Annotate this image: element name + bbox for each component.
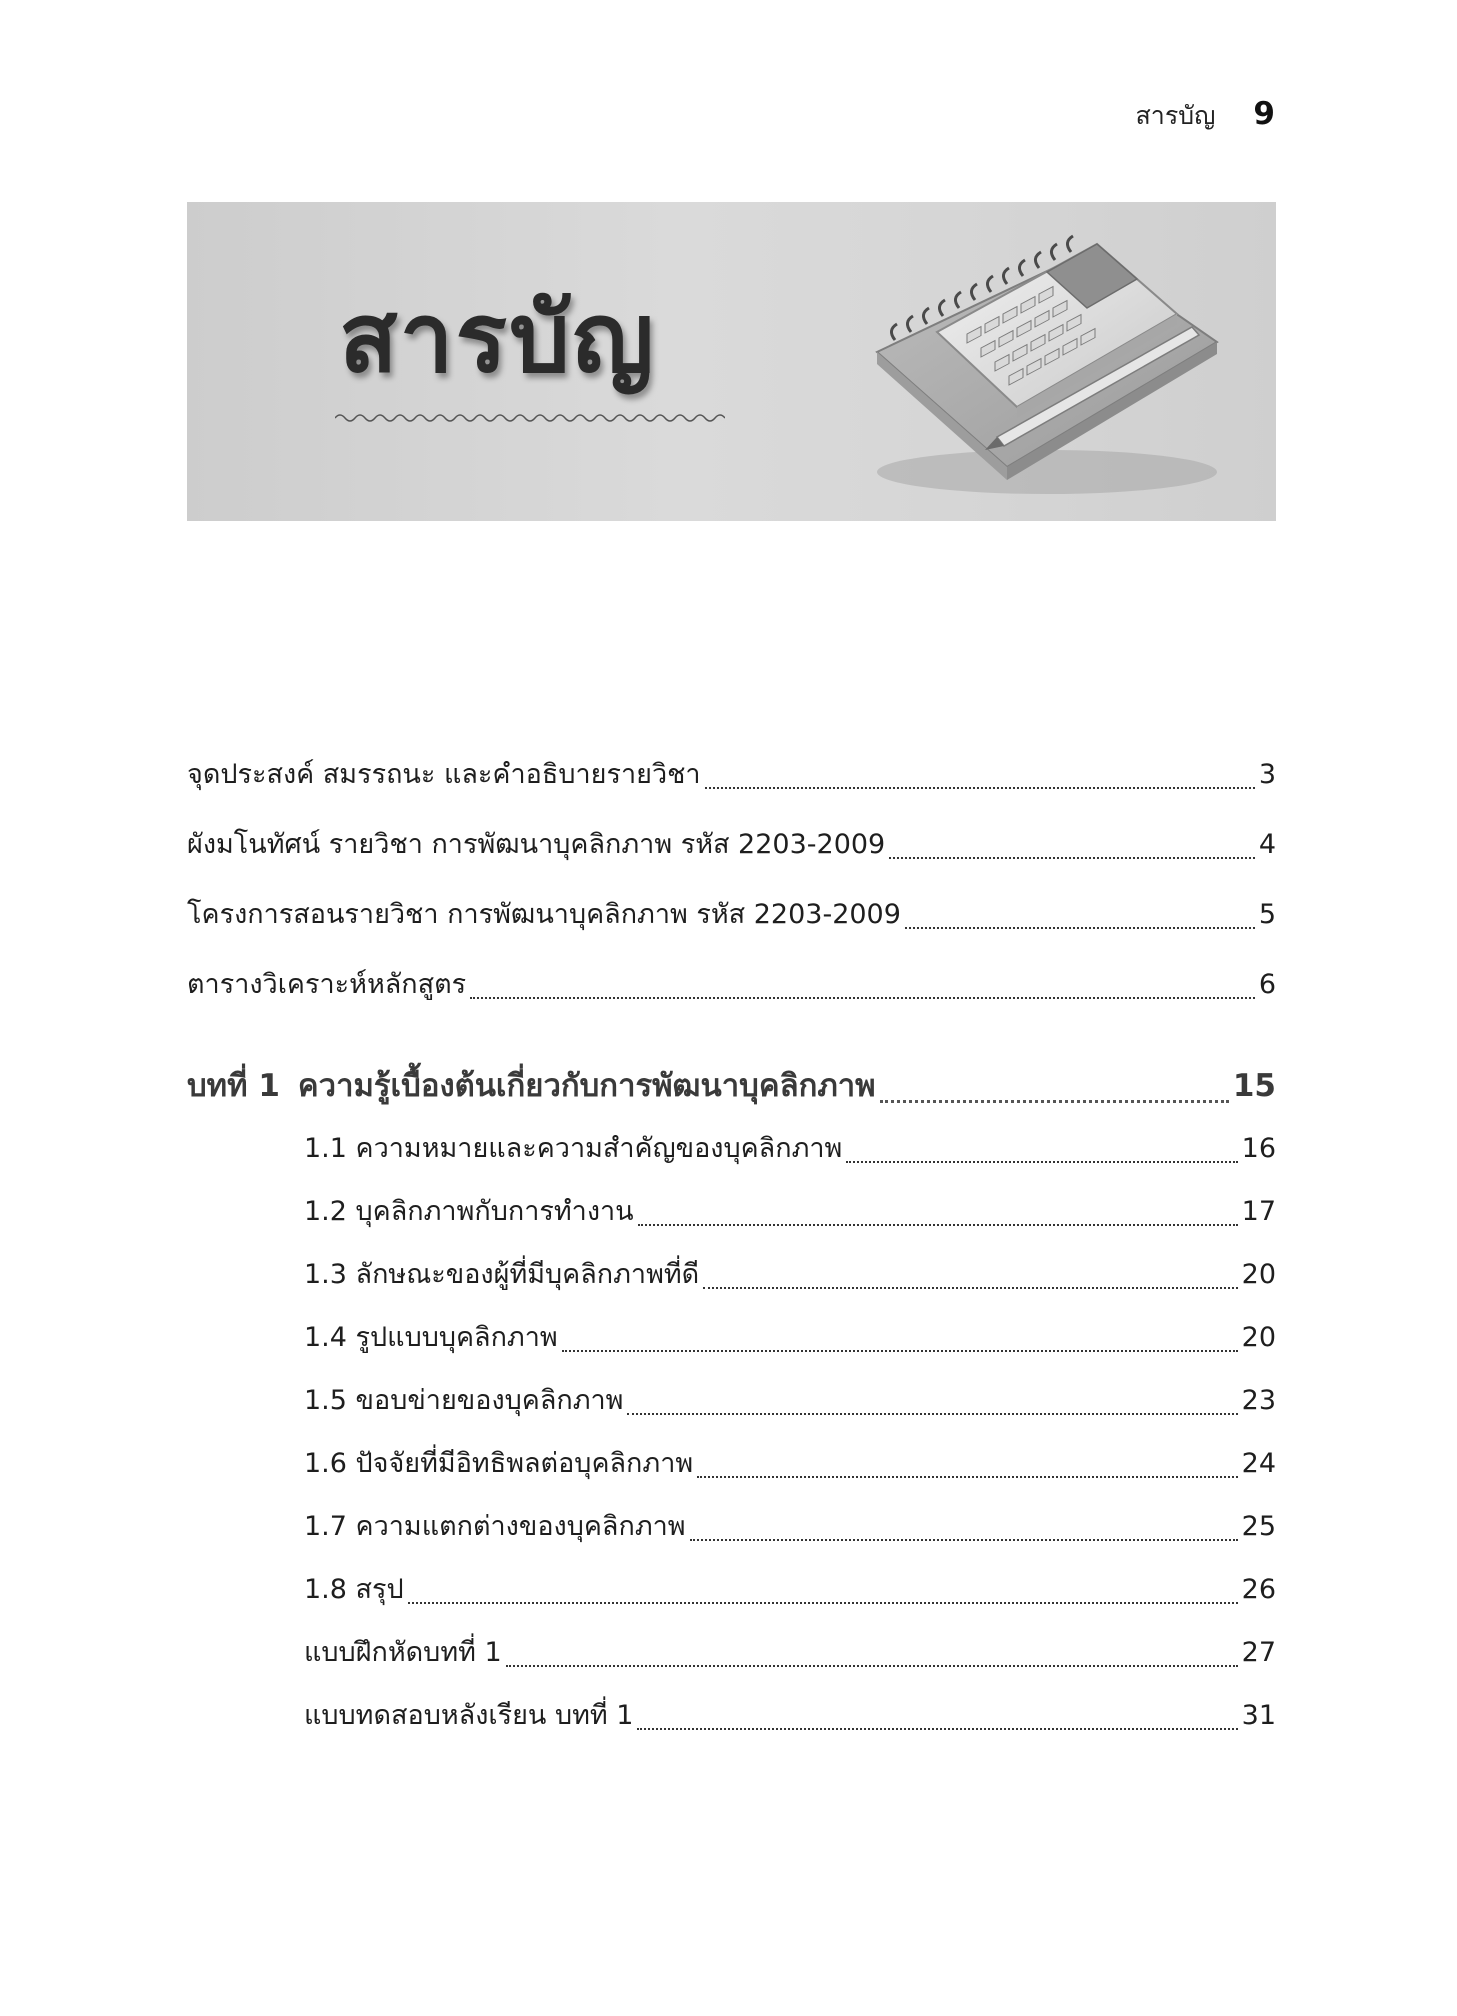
toc-entry-label: 1.3 ลักษณะของผู้ที่มีบุคลิกภาพที่ดี — [304, 1259, 700, 1290]
toc-entry-label: 1.5 ขอบข่ายของบุคลิกภาพ — [304, 1385, 624, 1416]
dot-leader — [627, 1413, 1237, 1415]
toc-entry-page: 20 — [1241, 1259, 1276, 1290]
toc-entry-page: 17 — [1241, 1196, 1276, 1227]
toc-banner — [187, 202, 1276, 521]
dot-leader — [408, 1602, 1238, 1604]
toc-entry-label: จุดประสงค์ สมรรถนะ และคำอธิบายรายวิชา — [187, 759, 701, 790]
toc-section-entry[interactable] — [304, 1126, 1276, 1169]
toc-entry-page: 5 — [1258, 899, 1276, 930]
banner-title: สารบัญ — [339, 282, 656, 394]
toc-entry-label: ตารางวิเคราะห์หลักสูตร — [187, 969, 467, 1000]
toc-entry-page: 23 — [1241, 1385, 1276, 1416]
dot-leader — [846, 1161, 1237, 1163]
toc-entry-label: 1.1 ความหมายและความสำคัญของบุคลิกภาพ — [304, 1133, 843, 1164]
toc-entry-page: 20 — [1241, 1322, 1276, 1353]
toc-entry-page: 6 — [1258, 969, 1276, 1000]
toc-entry-label: 1.6 ปัจจัยที่มีอิทธิพลต่อบุคลิกภาพ — [304, 1448, 694, 1479]
toc-entry-page: 15 — [1232, 1068, 1276, 1104]
dot-leader — [470, 997, 1255, 999]
toc-entry-page: 27 — [1241, 1637, 1276, 1668]
toc-entry-page: 3 — [1258, 759, 1276, 790]
toc-entry-page: 16 — [1241, 1133, 1276, 1164]
page-number: 9 — [1253, 96, 1275, 132]
dot-leader — [637, 1728, 1237, 1730]
toc-entry-label: 1.2 บุคลิกภาพกับการทำงาน — [304, 1196, 634, 1227]
dot-leader — [705, 787, 1255, 789]
toc-section-entry[interactable] — [304, 1252, 1276, 1295]
toc-entry[interactable] — [187, 822, 1276, 865]
toc-entry-page: 4 — [1258, 829, 1276, 860]
toc-chapter-entry[interactable] — [187, 1060, 1276, 1110]
toc-entry-page: 24 — [1241, 1448, 1276, 1479]
wavy-underline — [335, 410, 725, 426]
toc-section-entry[interactable] — [304, 1567, 1276, 1610]
dot-leader — [506, 1665, 1238, 1667]
toc-entry-label: 1.8 สรุป — [304, 1574, 404, 1605]
chapter-title: ความรู้เบื้องต้นเกี่ยวกับการพัฒนาบุคลิกภาพ — [297, 1068, 876, 1104]
running-head — [1136, 96, 1275, 136]
toc-entry-label: แบบทดสอบหลังเรียน บทที่ 1 — [304, 1700, 634, 1731]
dot-leader — [889, 857, 1255, 859]
toc-entry[interactable] — [187, 752, 1276, 795]
toc-section-entry[interactable] — [304, 1504, 1276, 1547]
toc-entry-page: 31 — [1241, 1700, 1276, 1731]
toc-entry-label: 1.7 ความแตกต่างของบุคลิกภาพ — [304, 1511, 686, 1542]
toc-entry-label: ผังมโนทัศน์ รายวิชา การพัฒนาบุคลิกภาพ รหัส 2203-2009 — [187, 829, 886, 860]
toc-section-entry[interactable] — [304, 1630, 1276, 1673]
chapter-number: บทที่ 1 — [187, 1068, 280, 1104]
dot-leader — [697, 1476, 1237, 1478]
calculator-notebook-icon — [847, 222, 1227, 512]
toc-section-entry[interactable] — [304, 1189, 1276, 1232]
toc-entry-page: 25 — [1241, 1511, 1276, 1542]
toc-entry[interactable] — [187, 962, 1276, 1005]
toc-section-entry[interactable] — [304, 1315, 1276, 1358]
toc-section-entry[interactable] — [304, 1378, 1276, 1421]
toc-entry-label: แบบฝึกหัดบทที่ 1 — [304, 1637, 502, 1668]
toc-section-entry[interactable] — [304, 1693, 1276, 1736]
toc-section-entry[interactable] — [304, 1441, 1276, 1484]
dot-leader — [690, 1539, 1238, 1541]
toc-entry-label: โครงการสอนรายวิชา การพัฒนาบุคลิกภาพ รหัส 2203-2009 — [187, 899, 901, 930]
dot-leader — [905, 927, 1255, 929]
toc-entry-label: 1.4 รูปแบบบุคลิกภาพ — [304, 1322, 558, 1353]
dot-leader — [562, 1350, 1238, 1352]
toc-entry-page: 26 — [1241, 1574, 1276, 1605]
dot-leader — [880, 1100, 1229, 1103]
dot-leader — [703, 1287, 1237, 1289]
toc-entry[interactable] — [187, 892, 1276, 935]
dot-leader — [638, 1224, 1238, 1226]
running-head-title: สารบัญ — [1135, 101, 1216, 130]
chapter-heading — [187, 1060, 880, 1110]
